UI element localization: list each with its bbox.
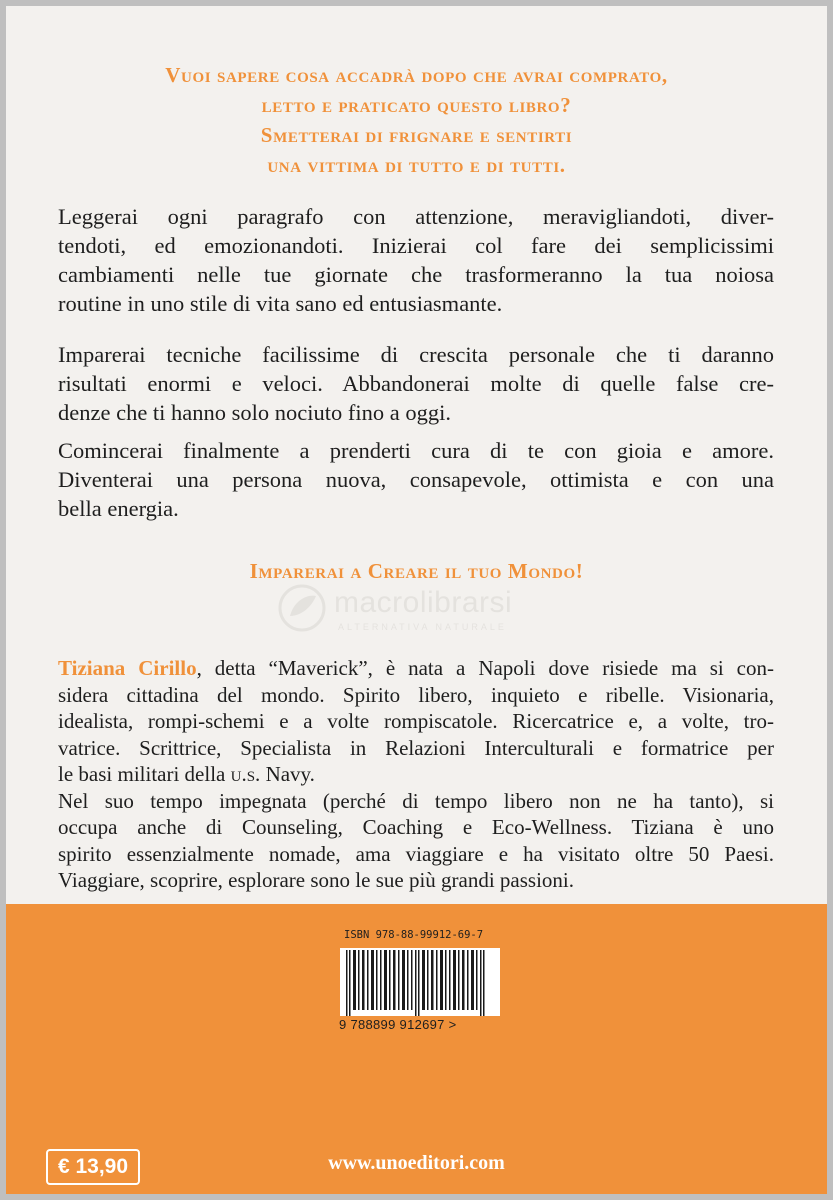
price-badge: € 13,90 (46, 1149, 140, 1185)
subheadline: Imparerai a Creare il tuo Mondo! (249, 559, 584, 583)
bio-text: Navy. (260, 762, 315, 786)
leaf-logo-icon (276, 582, 328, 634)
bio-line: sidera cittadina del mondo. Spirito libero, inquieto e ribelle. Visionaria, (58, 682, 774, 707)
paragraph-line: Imparerai tecniche facilissime di crescita personale che ti daranno (58, 342, 774, 367)
barcode (340, 948, 500, 1016)
bio-text: , detta “Maverick”, è nata a Napoli dove risiede ma si con- (196, 656, 774, 680)
watermark-name: macrolibrarsi (334, 586, 513, 619)
bio-line: occupa anche di Counseling, Coaching e Eco-Wellness. Tiziana è uno (58, 815, 774, 839)
bio-line: vatrice. Scrittrice, Specialista in Relazioni Interculturali e formatrice per (58, 735, 774, 760)
paragraph-3 (58, 436, 774, 523)
bio-line: spirito essenzialmente nomade, ama viaggiare e ha visitato oltre 50 Paesi. (58, 841, 774, 866)
bio-line: idealista, rompi-schemi e a volte rompiscatole. Ricercatrice e, a volte, tro- (58, 709, 774, 733)
headline-line: una vittima di tutto e di tutti. (267, 153, 566, 177)
bio-text: u.s. (230, 762, 261, 786)
watermark (274, 580, 594, 640)
paragraph-line: bella energia. (58, 496, 179, 521)
headline-line: letto e praticato questo libro? (261, 93, 572, 117)
barcode-digits: 9 788899 912697 > (339, 1017, 457, 1032)
watermark-tagline: ALTERNATIVA NATURALE (338, 622, 507, 632)
headline-line: Vuoi sapere cosa accadrà dopo che avrai comprato, (165, 63, 668, 87)
paragraph-line: routine in uno stile di vita sano ed entusiasmante. (58, 291, 503, 316)
paragraph-line: risultati enormi e veloci. Abbandonerai molte di quelle false cre- (58, 371, 774, 396)
publisher-website: www.unoeditori.com (328, 1152, 505, 1174)
back-cover (6, 6, 827, 1194)
paragraph-line: Diventerai una persona nuova, consapevole, ottimista e con una (58, 467, 774, 492)
paragraph-line: tendoti, ed emozionandoti. Inizierai col fare dei semplicissimi (58, 233, 774, 258)
bio-line (58, 655, 774, 682)
bio-line (58, 761, 774, 788)
paragraph-line: Comincerai finalmente a prenderti cura di te con gioia e amore. (58, 438, 774, 463)
isbn-label: ISBN 978-88-99912-69-7 (344, 929, 484, 941)
paragraph-line: denze che ti hanno solo nociuto fino a oggi. (58, 400, 452, 425)
headline (6, 60, 827, 180)
headline-line: Smetterai di frignare e sentirti (260, 123, 573, 147)
barcode-bars-icon (340, 948, 500, 1016)
bio-line: Viaggiare, scoprire, esplorare sono le sue più grandi passioni. (58, 868, 575, 892)
author-name: Tiziana Cirillo (58, 656, 197, 680)
paragraph-line: Leggerai ogni paragrafo con attenzione, meravigliandoti, diver- (58, 204, 774, 229)
bio-text: le basi militari della (58, 762, 231, 786)
paragraph-1 (58, 202, 774, 318)
paragraph-2 (58, 340, 774, 427)
bio-line: Nel suo tempo impegnata (perché di tempo libero non ne ha tanto), si (58, 788, 774, 813)
author-bio (58, 655, 774, 894)
paragraph-line: cambiamenti nelle tue giornate che trasformeranno la tua noiosa (58, 262, 774, 287)
